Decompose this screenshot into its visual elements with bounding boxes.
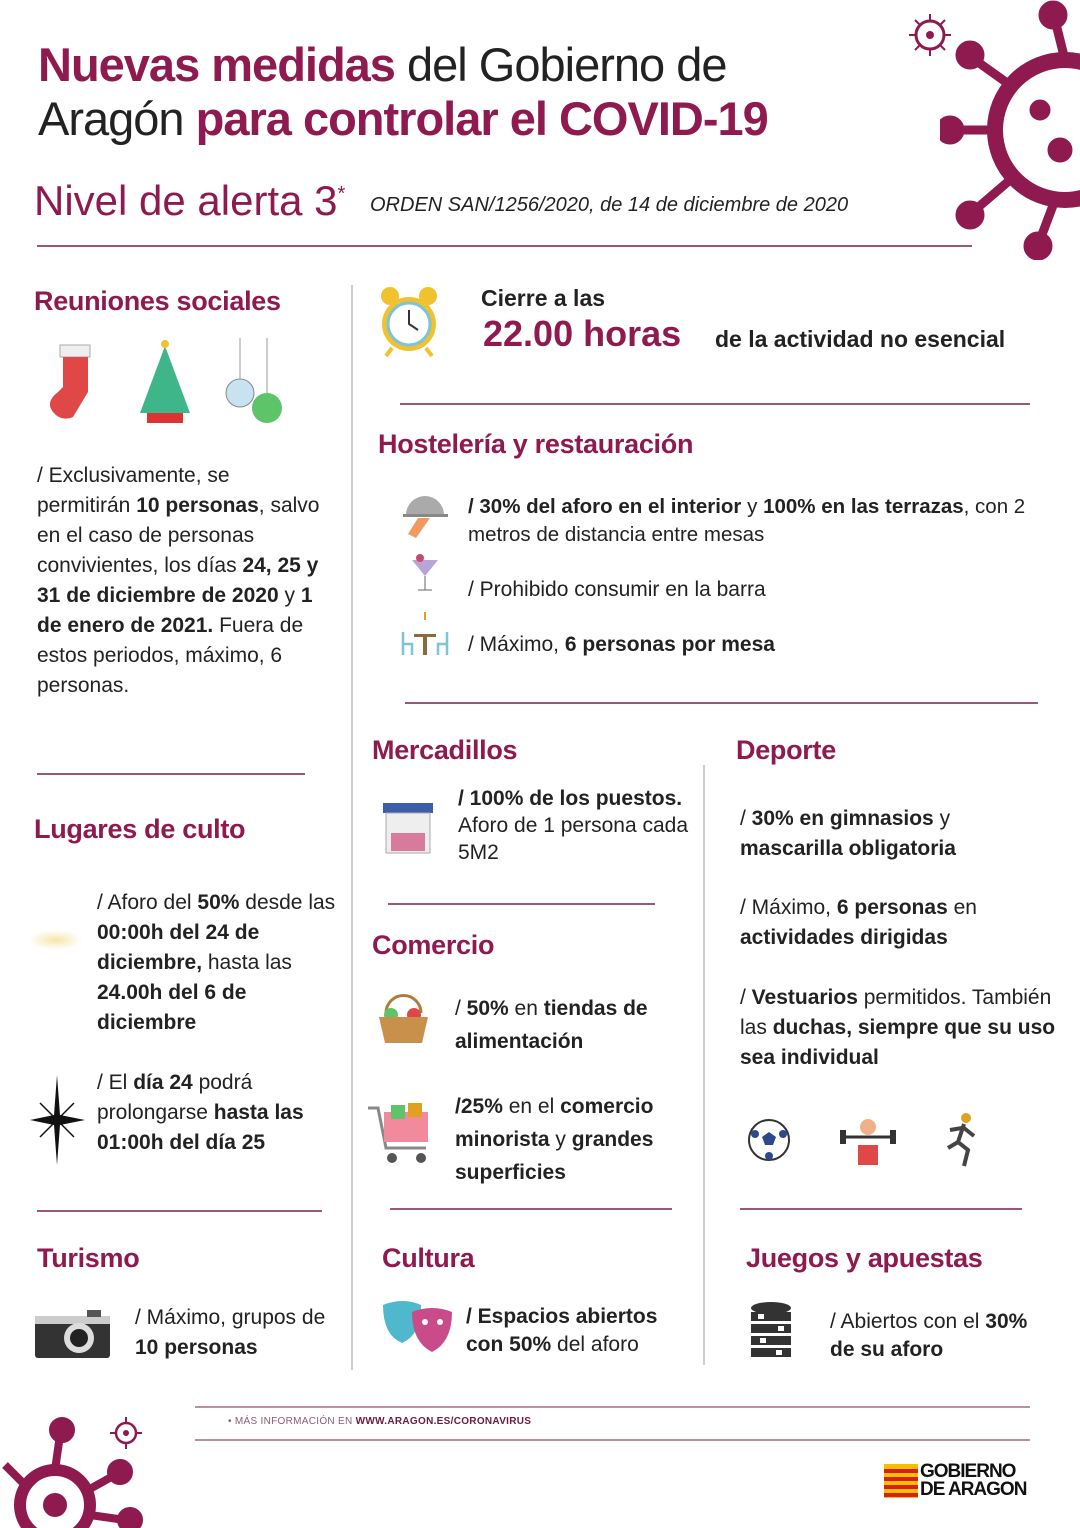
text-segment: actividades dirigidas <box>740 926 948 949</box>
text-segment: del Gobierno de <box>394 38 727 91</box>
text-segment: / Espacios abiertos con 50% <box>466 1305 658 1356</box>
text-segment: hasta las 01:00h del día 25 <box>97 1101 304 1154</box>
weightlifter-icon <box>838 1115 898 1167</box>
text-segment: / Máximo, <box>468 633 565 656</box>
section-divider <box>405 702 1038 704</box>
text-segment: 50% <box>466 997 509 1020</box>
section-divider <box>390 1208 672 1210</box>
deporte-text-1 <box>740 804 1040 864</box>
text-segment: 00:00h del 24 de diciembre, <box>97 921 260 974</box>
text-segment: en <box>947 896 977 919</box>
section-title-turismo: Turismo <box>37 1243 140 1273</box>
header-divider <box>37 245 972 247</box>
text-segment: y <box>933 807 951 830</box>
market-stall-icon <box>383 803 433 855</box>
text-segment: 6 personas <box>836 896 948 919</box>
soccer-ball-icon <box>747 1118 791 1162</box>
text-segment: / Exclusivamente, se permitirán <box>37 464 230 517</box>
camera-icon <box>35 1308 110 1358</box>
text-segment: 30% en gimnasios <box>751 807 934 830</box>
text-segment: / Aforo del <box>97 891 198 914</box>
column-divider <box>703 765 705 1365</box>
text-segment: tiendas de alimentación <box>455 997 648 1053</box>
text-segment: permitidos. También las <box>740 986 1052 1039</box>
text-segment: , con 2 metros de distancia entre mesas <box>468 495 1026 546</box>
section-title-hosteleria: Hostelería y restauración <box>378 429 694 459</box>
section-divider <box>388 903 655 905</box>
text-segment: mascarilla obligatoria <box>740 837 956 860</box>
text-segment: 10 personas <box>136 494 259 517</box>
text-segment: Vestuarios <box>751 986 858 1009</box>
text-segment: / Prohibido consumir en la barra <box>468 578 766 601</box>
virus-icon <box>940 0 1080 260</box>
text-segment: / El <box>97 1071 134 1094</box>
logo-line-1: GOBIERNO <box>920 1461 1016 1482</box>
more-info-link[interactable]: WWW.ARAGON.ES/CORONAVIRUS <box>355 1416 532 1427</box>
footer-divider <box>195 1439 1030 1441</box>
comercio-text-1 <box>455 992 695 1058</box>
section-divider <box>740 1208 1022 1210</box>
text-segment: / Máximo, <box>740 896 837 919</box>
title-line-2 <box>38 92 768 146</box>
text-segment: para controlar el COVID-19 <box>195 92 768 145</box>
reuniones-text <box>37 461 322 701</box>
text-segment: 100% en las terrazas <box>763 495 964 518</box>
turismo-text <box>135 1303 335 1363</box>
text-segment: , salvo en el caso de personas convivientes, los días <box>37 494 320 577</box>
more-info-prefix: MÁS INFORMACIÓN EN <box>234 1416 356 1427</box>
text-segment: duchas, siempre que su uso sea individual <box>740 1016 1056 1069</box>
text-segment: 24.00h del 6 de diciembre <box>97 981 247 1034</box>
text-segment: desde las <box>239 891 336 914</box>
comercio-text-2 <box>455 1090 700 1189</box>
cierre-label: Cierre a las <box>481 285 606 311</box>
hosteleria-text-1 <box>468 493 1038 549</box>
alert-level <box>34 170 345 225</box>
order-reference: ORDEN SAN/1256/2020, de 14 de diciembre de 2020 <box>370 194 849 216</box>
text-segment: Fuera de estos periodos, máximo, 6 personas. <box>37 614 304 697</box>
text-segment: Aragón <box>38 92 196 145</box>
text-segment: en <box>508 997 544 1020</box>
text-segment: / Abiertos con el <box>830 1310 986 1333</box>
text-segment: /25% <box>455 1095 503 1118</box>
section-title-juegos: Juegos y apuestas <box>746 1243 983 1273</box>
text-segment: y <box>278 584 301 607</box>
text-segment: comercio minorista <box>455 1095 654 1151</box>
poker-chips-icon <box>748 1300 794 1360</box>
theater-masks-icon <box>380 1300 455 1355</box>
table-chairs-icon <box>400 612 450 657</box>
text-segment: Nuevas medidas <box>38 38 395 91</box>
cultura-text <box>466 1303 696 1359</box>
serving-cloche-icon <box>403 490 448 540</box>
section-divider <box>37 1210 322 1212</box>
culto-text-1 <box>97 888 347 1038</box>
text-segment: 10 personas <box>135 1336 258 1359</box>
glow-icon <box>28 930 83 950</box>
text-segment: / <box>740 807 752 830</box>
cierre-time: 22.00 horas <box>483 313 682 354</box>
alert-level-text: Nivel de alerta 3 <box>34 177 338 224</box>
footer-divider <box>195 1406 1030 1408</box>
text-segment: y <box>741 495 764 518</box>
deporte-text-2 <box>740 893 1040 953</box>
section-title-reuniones: Reuniones sociales <box>34 286 281 316</box>
text-segment: / Máximo, grupos de <box>135 1306 326 1329</box>
text-segment: 24, 25 y 31 de diciembre de 2020 <box>37 554 319 607</box>
hosteleria-text-3 <box>468 630 968 660</box>
column-divider <box>351 285 353 1370</box>
section-title-mercadillos: Mercadillos <box>372 735 518 765</box>
text-segment: grandes superficies <box>455 1128 654 1184</box>
mercadillos-text <box>458 785 688 866</box>
text-segment: y <box>549 1128 572 1151</box>
small-virus-icon <box>905 12 955 58</box>
text-segment: del aforo <box>551 1333 639 1356</box>
text-segment: hasta las <box>202 951 292 974</box>
section-title-deporte: Deporte <box>736 735 836 765</box>
text-segment: podrá prolongarse <box>97 1071 253 1124</box>
text-segment: / <box>455 997 467 1020</box>
text-segment: 50% <box>197 891 240 914</box>
aragon-flag-icon <box>884 1464 918 1498</box>
bullet: • <box>228 1416 235 1427</box>
juegos-text <box>830 1308 1030 1364</box>
stocking-icon <box>45 340 100 425</box>
text-segment: 1 de enero de 2021. <box>37 584 313 637</box>
sparkle-icon <box>30 1075 85 1165</box>
grocery-basket-icon <box>376 993 431 1045</box>
text-segment: 30% de su aforo <box>830 1310 1028 1361</box>
christmas-tree-icon <box>135 338 195 428</box>
text-segment: / 30% del aforo en el interior <box>468 495 742 518</box>
section-divider <box>400 403 1030 405</box>
section-divider <box>37 773 305 775</box>
section-title-cultura: Cultura <box>382 1243 475 1273</box>
text-segment: día 24 <box>133 1071 193 1094</box>
page-title <box>38 38 768 146</box>
deporte-text-3 <box>740 983 1060 1073</box>
title-line-1 <box>38 38 768 92</box>
shopping-cart-icon <box>366 1100 434 1166</box>
text-segment: / 100% de los puestos. <box>458 787 683 810</box>
ornaments-icon <box>225 338 285 428</box>
gobierno-aragon-logo <box>884 1463 1026 1499</box>
section-title-culto: Lugares de culto <box>34 814 246 844</box>
cierre-suffix: de la actividad no esencial <box>715 326 1006 352</box>
section-title-comercio: Comercio <box>372 930 495 960</box>
culto-text-2 <box>97 1068 337 1158</box>
runner-icon <box>940 1110 980 1170</box>
text-segment: en el <box>502 1095 561 1118</box>
cocktail-icon <box>410 550 442 594</box>
alert-level-mark: * <box>337 183 346 205</box>
text-segment: / <box>740 986 752 1009</box>
logo-line-2: DE ARAGON <box>920 1479 1027 1500</box>
text-segment: 6 personas por mesa <box>564 633 775 656</box>
small-virus-icon <box>108 1415 144 1451</box>
hosteleria-text-2 <box>468 575 968 605</box>
more-info <box>228 1416 531 1427</box>
alarm-clock-icon <box>378 284 440 359</box>
text-segment: Aforo de 1 persona cada 5M2 <box>458 814 688 864</box>
